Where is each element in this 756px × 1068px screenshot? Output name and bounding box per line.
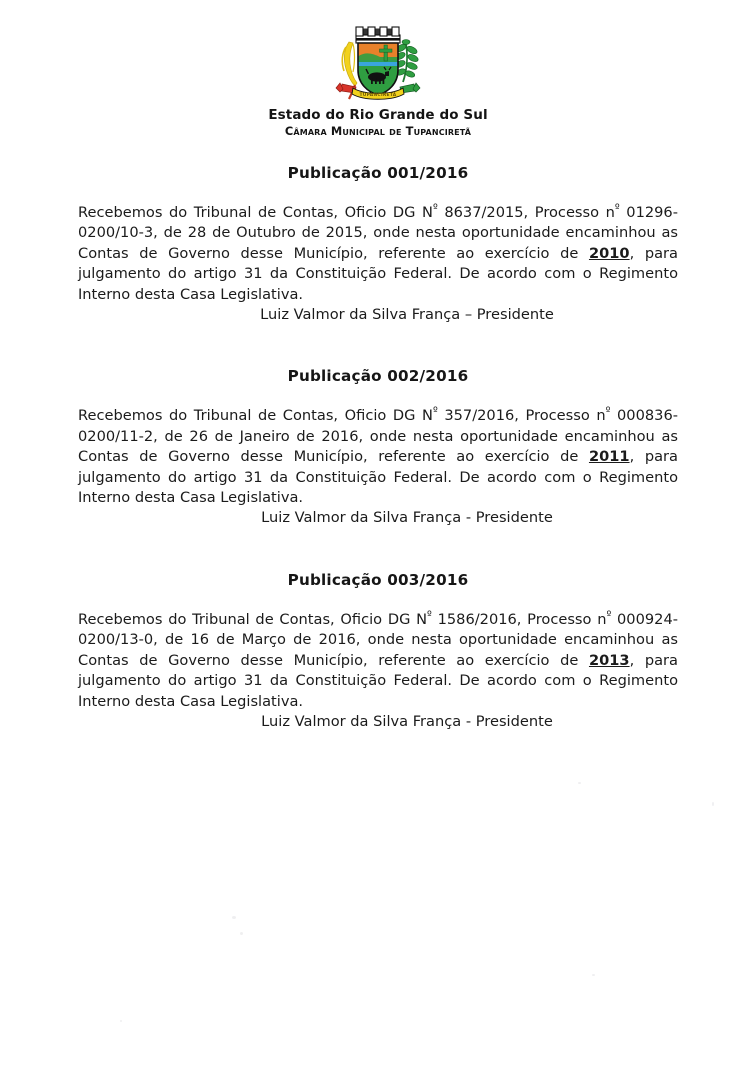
publication-block <box>78 164 678 325</box>
publication-title: Publicação 003/2016 <box>287 570 469 589</box>
ordinal-indicator: º <box>605 406 611 418</box>
publication-body <box>78 610 678 712</box>
publication-body <box>78 406 678 508</box>
body-text-part-3: 01296-0200/10-3, de 28 de Outubro de 2015, onde nesta oportunidade encaminhou as Contas de Governo desse Município, referente ao exercício de <box>78 204 678 262</box>
coat-of-arms-crest <box>322 22 434 104</box>
body-text-part-1: Recebemos do Tribunal de Contas, Oficio DG N <box>78 204 433 221</box>
shield-icon <box>356 42 400 98</box>
block-spacer <box>78 529 678 571</box>
ordinal-indicator: º <box>427 610 432 622</box>
publication-title: Publicação 001/2016 <box>287 164 469 182</box>
document-content <box>78 138 678 732</box>
body-text-part-1: Recebemos do Tribunal de Contas, Oficio DG N <box>78 407 433 425</box>
ordinal-indicator: º <box>606 610 612 622</box>
signature-line: Luiz Valmor da Silva França - Presidente <box>261 712 553 730</box>
body-text-part-2: 357/2016, Processo n <box>437 407 606 425</box>
body-text-part-2: 1586/2016, Processo n <box>431 610 607 628</box>
ordinal-indicator: º <box>432 406 438 418</box>
org-state-line: Estado do Rio Grande do Sul <box>268 107 488 123</box>
org-chamber-line: Câmara Municipal de Tupanciretã <box>284 124 472 138</box>
crest-icon <box>322 22 434 104</box>
exercise-year: 2010 <box>588 244 630 262</box>
body-text-part-4: , para julgamento do artigo 31 da Constituição Federal. De acordo com o Regimento Interno desta Casa Legislativa. <box>78 448 678 507</box>
ordinal-indicator: º <box>432 203 438 215</box>
document-header <box>0 0 756 138</box>
block-spacer <box>78 325 678 367</box>
exercise-year: 2013 <box>588 651 630 669</box>
exercise-year: 2011 <box>588 448 630 466</box>
body-text-part-4: , para julgamento do artigo 31 da Constituição Federal. De acordo com o Regimento Interno desta Casa Legislativa. <box>78 651 678 710</box>
body-text-part-2: 8637/2015, Processo n <box>437 204 615 221</box>
publication-title: Publicação 002/2016 <box>287 367 469 386</box>
mural-crown-icon <box>356 27 400 43</box>
ordinal-indicator: º <box>614 203 620 215</box>
body-text-part-1: Recebemos do Tribunal de Contas, Oficio DG N <box>78 610 428 628</box>
publication-block <box>78 571 678 732</box>
body-text-part-3: 000924-0200/13-0, de 16 de Março de 2016, onde nesta oportunidade encaminhou as Contas de Governo desse Município, referente ao exercício de <box>78 610 678 669</box>
publication-block <box>78 367 678 528</box>
scan-artifacts <box>0 720 756 1068</box>
publication-body <box>78 203 678 305</box>
body-text-part-3: 000836-0200/11-2, de 26 de Janeiro de 2016, onde nesta oportunidade encaminhou as Contas de Governo desse Município, referente ao exercício de <box>78 407 678 466</box>
signature-line: Luiz Valmor da Silva França – Presidente <box>260 306 554 324</box>
signature-line: Luiz Valmor da Silva França - Presidente <box>261 509 553 527</box>
svg-text:TUPANCIRETÃ: TUPANCIRETÃ <box>359 93 397 98</box>
body-text-part-4: , para julgamento do artigo 31 da Constituição Federal. De acordo com o Regimento Interno desta Casa Legislativa. <box>78 244 678 303</box>
